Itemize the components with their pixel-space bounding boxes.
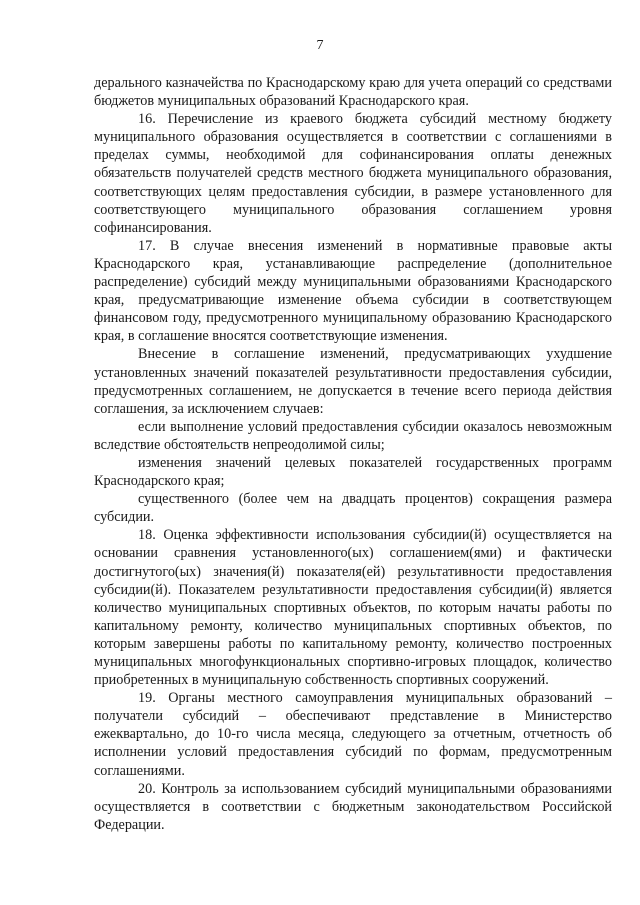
paragraph: 20. Контроль за использованием субсидий муниципальными образованиями осуществляется в соответствии с бюджетным законодательством Российской Федерации.	[94, 780, 612, 833]
paragraph: изменения значений целевых показателей государственных программ Краснодарского края;	[94, 454, 612, 490]
document-body	[94, 74, 612, 834]
paragraph: существенного (более чем на двадцать процентов) сокращения размера субсидии.	[94, 491, 612, 526]
paragraph: 18. Оценка эффективности использования субсидии(й) осуществляется на основании сравнения установленного(ых) соглашением(ями) и фактически достигнутого(ых) значения(й) показателя(ей) результативности предоставления субсидии(й). Показателем результативности предоставления субсидии(й) является количество муниципальных спортивных объектов, по которым начаты работы по капитальному ремонту, количество муниципальных спортивных объектов, по которым завершены работы по капитальному ремонту, количество построенных муниципальных многофункциональных спортивно-игровых площадок, количество приобретенных в муниципальную собственность спортивных сооружений.	[94, 527, 612, 689]
paragraph: 17. В случае внесения изменений в нормативные правовые акты Краснодарского края, устанавливающие распределение (дополнительное распределение) субсидий между муниципальными образованиями Краснодарского края, предусматривающие изменение объема субсидии в соответствующем финансовом году, предусмотренного муниципальному образованию Краснодарского края, в соглашение вносятся соответствующие изменения.	[94, 237, 612, 345]
paragraph: дерального казначейства по Краснодарскому краю для учета операций со средствами бюджетов муниципальных образований Краснодарского края.	[94, 75, 612, 110]
paragraph: если выполнение условий предоставления субсидии оказалось невозможным вследствие обстоятельств непреодолимой силы;	[94, 418, 612, 453]
paragraph: Внесение в соглашение изменений, предусматривающих ухудшение установленных значений показателей результативности предоставления субсидии, предусмотренных соглашением, не допускается в течение всего периода действия соглашения, за исключением случаев:	[94, 346, 612, 417]
paragraph: 19. Органы местного самоуправления муниципальных образований – получатели субсидий – обеспечивают представление в Министерство ежеквартально, до 10-го числа месяца, следующего за отчетным, отчетность об исполнении условий предоставления субсидий по формам, предусмотренным соглашениями.	[94, 690, 612, 779]
paragraph: 16. Перечисление из краевого бюджета субсидий местному бюджету муниципального образования осуществляется в соответствии с соглашениями в пределах суммы, необходимой для софинансирования оплаты денежных обязательств получателей средств местного бюджета муниципального образования, соответствующих целям предоставления субсидии, в размере установленного для соответствующего муниципального образования соглашением уровня софинансирования.	[94, 111, 612, 236]
page-number: 7	[316, 38, 324, 53]
